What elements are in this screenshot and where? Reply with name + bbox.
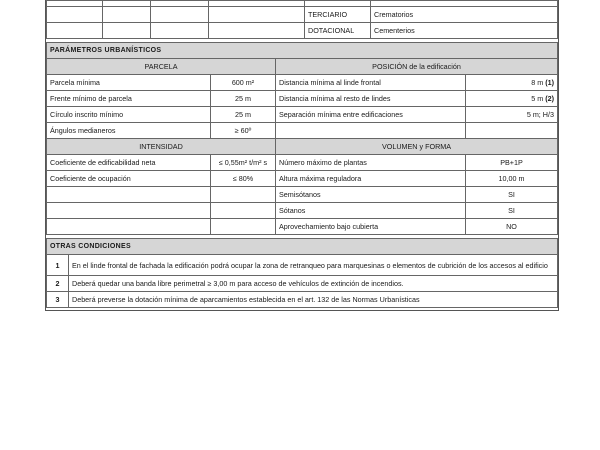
intensidad-header: INTENSIDAD bbox=[47, 139, 276, 155]
params-table bbox=[46, 42, 558, 235]
parcela-value: 600 m² bbox=[211, 75, 276, 91]
parcela-value: ≥ 60º bbox=[211, 123, 276, 139]
otras-table bbox=[46, 238, 558, 308]
volumen-label: Altura máxima reguladora bbox=[276, 171, 466, 187]
volumen-value: SI bbox=[466, 203, 558, 219]
posicion-label: Distancia mínima al resto de lindes bbox=[276, 91, 466, 107]
table-row bbox=[47, 155, 558, 171]
table-row bbox=[47, 203, 558, 219]
condition-number: 2 bbox=[47, 276, 69, 292]
use-value: Cementerios bbox=[371, 23, 558, 39]
use-value: Crematorios bbox=[371, 7, 558, 23]
posicion-value: 5 m (2) bbox=[466, 91, 558, 107]
parcela-value: 25 m bbox=[211, 107, 276, 123]
condition-text: Deberá quedar una banda libre perimetral ≥ 3,00 m para acceso de vehículos de extinción de incendios. bbox=[69, 276, 558, 292]
posicion-value: 8 m (1) bbox=[466, 75, 558, 91]
posicion-label: Separación mínima entre edificaciones bbox=[276, 107, 466, 123]
posicion-label: Distancia mínima al linde frontal bbox=[276, 75, 466, 91]
urban-parameters-sheet bbox=[45, 0, 559, 311]
parcela-value: 25 m bbox=[211, 91, 276, 107]
list-item bbox=[47, 276, 558, 292]
parcela-header: PARCELA bbox=[47, 59, 276, 75]
volumen-value: 10,00 m bbox=[466, 171, 558, 187]
volumen-value: PB+1P bbox=[466, 155, 558, 171]
volumen-value: NO bbox=[466, 219, 558, 235]
table-row bbox=[47, 187, 558, 203]
uses-row bbox=[47, 23, 558, 39]
volumen-label: Semisótanos bbox=[276, 187, 466, 203]
intensidad-value: ≤ 80% bbox=[211, 171, 276, 187]
table-row bbox=[47, 91, 558, 107]
table-row bbox=[47, 123, 558, 139]
intensidad-label: Coeficiente de ocupación bbox=[47, 171, 211, 187]
intensidad-value: ≤ 0,55m² t/m² s bbox=[211, 155, 276, 171]
condition-number: 3 bbox=[47, 292, 69, 308]
table-row bbox=[47, 171, 558, 187]
table-row bbox=[47, 107, 558, 123]
posicion-value: 5 m; H/3 bbox=[466, 107, 558, 123]
params-title: PARÁMETROS URBANÍSTICOS bbox=[47, 43, 558, 59]
volumen-value: SI bbox=[466, 187, 558, 203]
use-label: TERCIARIO bbox=[305, 7, 371, 23]
intensidad-label: Coeficiente de edificabilidad neta bbox=[47, 155, 211, 171]
uses-table bbox=[46, 0, 558, 39]
parcela-label: Ángulos medianeros bbox=[47, 123, 211, 139]
note-ref: (2) bbox=[545, 94, 554, 103]
parcela-label: Círculo inscrito mínimo bbox=[47, 107, 211, 123]
condition-text: Deberá preverse la dotación mínima de aparcamientos establecida en el art. 132 de las Normas Urbanísticas bbox=[69, 292, 558, 308]
note-ref: (1) bbox=[545, 78, 554, 87]
parcela-label: Parcela mínima bbox=[47, 75, 211, 91]
list-item bbox=[47, 292, 558, 308]
condition-text: En el linde frontal de fachada la edificación podrá ocupar la zona de retranqueo para marquesinas o elementos de cubrición de los accesos al edificio bbox=[69, 255, 558, 276]
volumen-label: Aprovechamiento bajo cubierta bbox=[276, 219, 466, 235]
use-label: DOTACIONAL bbox=[305, 23, 371, 39]
volumen-label: Sótanos bbox=[276, 203, 466, 219]
volumen-label: Número máximo de plantas bbox=[276, 155, 466, 171]
table-row bbox=[47, 219, 558, 235]
uses-row bbox=[47, 7, 558, 23]
otras-title: OTRAS CONDICIONES bbox=[47, 239, 558, 255]
list-item bbox=[47, 255, 558, 276]
condition-number: 1 bbox=[47, 255, 69, 276]
volumen-header: VOLUMEN y FORMA bbox=[276, 139, 558, 155]
table-row bbox=[47, 75, 558, 91]
posicion-header: POSICIÓN de la edificación bbox=[276, 59, 558, 75]
parcela-label: Frente mínimo de parcela bbox=[47, 91, 211, 107]
